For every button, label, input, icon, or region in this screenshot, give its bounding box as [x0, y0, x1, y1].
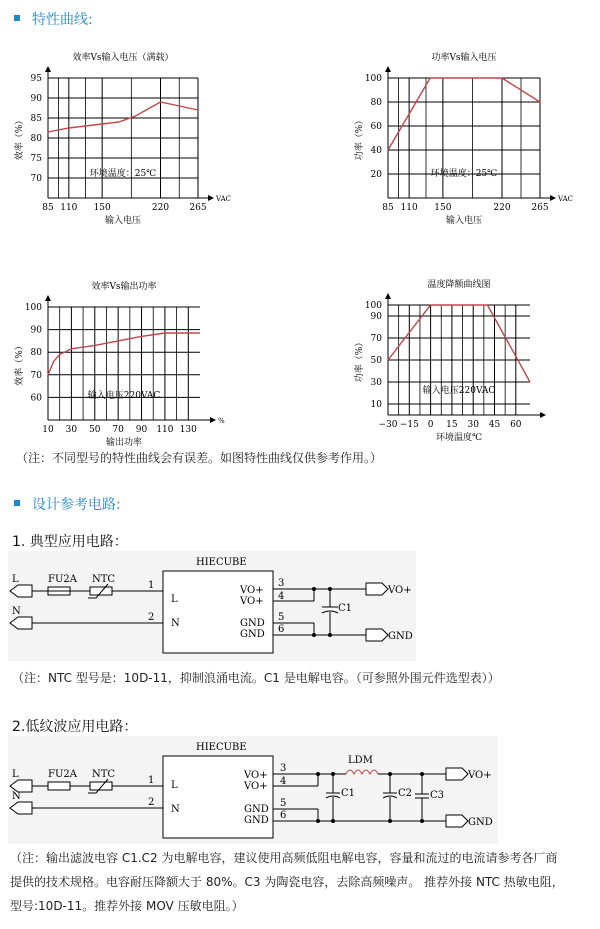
x-axis-label: 环境温度℃ [435, 433, 483, 443]
y-tick-label: 90 [30, 94, 42, 104]
x-tick-label: 220 [493, 203, 511, 213]
inductor-ldm-label: LDM [348, 755, 373, 766]
capacitor-c1-label: C1 [338, 603, 353, 614]
circuit1-title: 1. 典型应用电路： [12, 534, 128, 550]
x-tick-label: 110 [156, 425, 174, 435]
x-tick-label: 60 [510, 420, 522, 430]
y-tick-label: 70 [30, 370, 42, 381]
fuse-label: FU2A [48, 574, 77, 585]
x-axis-label: 输入电压 [445, 216, 483, 226]
pin-1: 1 [148, 775, 155, 786]
capacitor-c3-label: C3 [430, 790, 445, 801]
pin-1: 1 [148, 580, 155, 591]
chart-annotation: 环境温度：25℃ [430, 169, 498, 179]
x-tick-label: 50 [89, 425, 101, 435]
y-tick-label: 75 [30, 154, 42, 164]
pin-2: 2 [148, 797, 155, 808]
x-tick-label: 150 [434, 203, 452, 213]
capacitor-c1-label: C1 [341, 788, 356, 799]
x-tick-label: 85 [42, 203, 54, 213]
output-vo-label: VO+ [468, 770, 492, 781]
series-line [48, 333, 200, 375]
chart-efficiency-vs-output [0, 275, 300, 455]
x-tick-label: −30 [378, 420, 398, 430]
chart-title: 效率Vs输出功率 [91, 282, 157, 292]
x-axis-arrow-icon [208, 195, 214, 201]
y-tick-label: 90 [370, 312, 382, 322]
y-tick-label: 85 [30, 114, 42, 124]
label-N: N [12, 791, 21, 802]
label-N: N [12, 606, 21, 617]
ntc-resistor [90, 782, 112, 790]
y-tick-label: 100 [24, 303, 42, 313]
module-gnd2: GND [244, 815, 269, 826]
ntc-resistor [90, 587, 112, 595]
circuit2-title: 2.低纹波应用电路： [12, 719, 138, 735]
x-tick-label: 265 [531, 203, 549, 213]
x-tick-label: 85 [382, 203, 394, 213]
x-axis-arrow-icon [210, 417, 216, 423]
y-tick-label: 10 [370, 400, 382, 410]
module-pin-L: L [171, 780, 178, 791]
output-gnd-label: GND [388, 631, 413, 642]
chart-svg [0, 40, 300, 240]
x-axis-label: 输入电压 [104, 216, 142, 226]
x-tick-label: 45 [488, 420, 501, 430]
module-name: HIECUBE [196, 742, 247, 753]
circuit2-diagram [8, 736, 498, 844]
capacitor-c2-label: C2 [398, 788, 413, 799]
ntc-label: NTC [92, 574, 116, 585]
module-vo1: VO+ [244, 770, 268, 781]
module-gnd1: GND [240, 618, 265, 629]
x-tick-label: 110 [400, 203, 418, 213]
series-line [388, 78, 540, 150]
x-tick-label: 30 [65, 425, 78, 435]
fuse-label: FU2A [48, 769, 77, 780]
label-L: L [12, 769, 19, 780]
inductor-ldm-icon [346, 770, 378, 774]
chart-annotation: 输入电压220VAC [87, 391, 161, 401]
output-vo-label: VO+ [388, 585, 412, 596]
circuit2-note-line: （注：输出滤波电容 C1.C2 为电解电容，建议使用高频低阻电解电容，容量和流过的电流请参考各厂商 [10, 851, 558, 865]
x-tick-label: −15 [399, 420, 419, 430]
module-vo1: VO+ [240, 585, 264, 596]
input-connector-L [10, 585, 32, 597]
y-tick-label: 100 [364, 74, 382, 84]
x-axis-label: 输出功率 [105, 438, 143, 448]
y-tick-label: 30 [370, 378, 382, 388]
output-connector-vo [366, 583, 388, 595]
module-vo2: VO+ [240, 596, 264, 607]
output-gnd-label: GND [468, 817, 493, 828]
x-tick-label: 0 [427, 420, 434, 430]
y-axis-arrow-icon [385, 293, 391, 299]
pin-5: 5 [280, 798, 287, 809]
section-title-circuits: 设计参考电路: [14, 494, 121, 514]
y-axis-label: 效率（%） [15, 341, 25, 386]
y-axis-arrow-icon [45, 295, 51, 301]
module-pin-N: N [171, 618, 180, 629]
y-tick-label: 70 [370, 334, 382, 344]
module-pin-N: N [171, 804, 180, 815]
chart-annotation: 环境温度：25℃ [89, 169, 157, 179]
pin-2: 2 [148, 612, 155, 623]
section-title-characteristics: 特性曲线: [14, 9, 93, 29]
x-tick-label: 220 [151, 203, 170, 213]
pin-6: 6 [278, 624, 285, 635]
ntc-label: NTC [92, 769, 116, 780]
module-vo2: VO+ [244, 781, 268, 792]
pin-4: 4 [280, 776, 287, 787]
y-tick-label: 60 [370, 122, 382, 132]
y-axis-arrow-icon [45, 66, 51, 72]
chart-power-vs-input [300, 40, 600, 240]
circuit2-panel [8, 736, 498, 844]
x-tick-label: 10 [42, 425, 54, 435]
y-tick-label: 100 [364, 301, 382, 311]
y-tick-label: 80 [30, 134, 42, 144]
square-bullet-icon [14, 500, 20, 506]
chart-annotation: 输入电压220VAC [422, 386, 496, 396]
pin-3: 3 [278, 578, 285, 589]
module-gnd1: GND [244, 804, 269, 815]
x-tick-label: 150 [93, 203, 111, 213]
chart-title: 功率Vs输入电压 [431, 53, 497, 63]
series-line [48, 102, 198, 132]
x-tick-label: 265 [189, 203, 207, 213]
label-L: L [12, 574, 19, 585]
chart-temperature-derating [300, 275, 600, 455]
y-tick-label: 20 [370, 170, 382, 180]
y-tick-label: 80 [30, 348, 42, 359]
x-tick-label: 30 [467, 420, 479, 430]
input-connector-N [10, 802, 32, 814]
y-tick-label: 80 [370, 98, 382, 108]
power-module [163, 571, 273, 653]
y-axis-label: 功率（%） [355, 337, 365, 383]
square-bullet-icon [14, 15, 20, 21]
y-tick-label: 90 [30, 325, 42, 336]
y-tick-label: 40 [370, 146, 382, 156]
chart-svg [300, 275, 600, 455]
x-tick-label: 90 [135, 425, 148, 435]
circuit1-panel [8, 551, 416, 661]
pin-3: 3 [280, 763, 287, 774]
x-tick-label: 15 [446, 420, 458, 430]
y-axis-label: 功率（%） [355, 115, 365, 161]
chart-svg [0, 275, 300, 455]
circuit1-diagram [8, 551, 416, 661]
fuse [48, 782, 70, 790]
circuit2-note-line: 提供的技术规格。电容耐压降额大于 80%。C3 为陶瓷电容，去除高频噪声。 推荐外接 NTC 热敏电阻， [10, 875, 564, 889]
x-tick-label: 110 [60, 203, 78, 213]
x-unit-label: VAC [216, 195, 231, 203]
y-tick-label: 70 [30, 174, 42, 184]
pin-4: 4 [278, 591, 285, 602]
module-pin-L: L [171, 594, 178, 605]
module-name: HIECUBE [196, 557, 247, 568]
y-tick-label: 60 [30, 393, 42, 404]
output-connector-vo [446, 768, 468, 780]
circuit2-note [10, 846, 598, 918]
chart-svg [300, 40, 600, 240]
y-axis-label: 效率（%） [15, 115, 25, 161]
circuit2-note-line: 型号:10D-11。推荐外接 MOV 压敏电阻。） [10, 899, 244, 913]
x-axis-arrow-icon [540, 412, 546, 418]
y-axis-arrow-icon [385, 66, 391, 72]
module-gnd2: GND [240, 629, 265, 640]
pin-6: 6 [280, 810, 287, 821]
y-tick-label: 95 [30, 74, 42, 84]
y-tick-label: 50 [370, 356, 382, 366]
x-unit-label: VAC [558, 195, 573, 203]
pin-5: 5 [278, 612, 285, 623]
output-connector-gnd [446, 815, 468, 827]
x-unit-label: % [218, 417, 225, 425]
x-tick-label: 70 [112, 425, 124, 435]
circuit1-note: （注：NTC 型号是：10D-11，抑制浪涌电流。C1 是电解电容。（可参照外围元件选型表）） [12, 671, 500, 685]
input-connector-N [10, 617, 32, 629]
chart-title: 效率Vs输入电压（满载） [72, 53, 174, 63]
output-connector-gnd [366, 629, 388, 641]
chart-efficiency-vs-input [0, 40, 300, 240]
charts-note: （注：不同型号的特性曲线会有误差。如图特性曲线仅供参考作用。） [16, 451, 383, 465]
x-tick-label: 130 [179, 425, 197, 435]
chart-title: 温度降额曲线图 [427, 280, 491, 290]
x-axis-arrow-icon [550, 195, 556, 201]
